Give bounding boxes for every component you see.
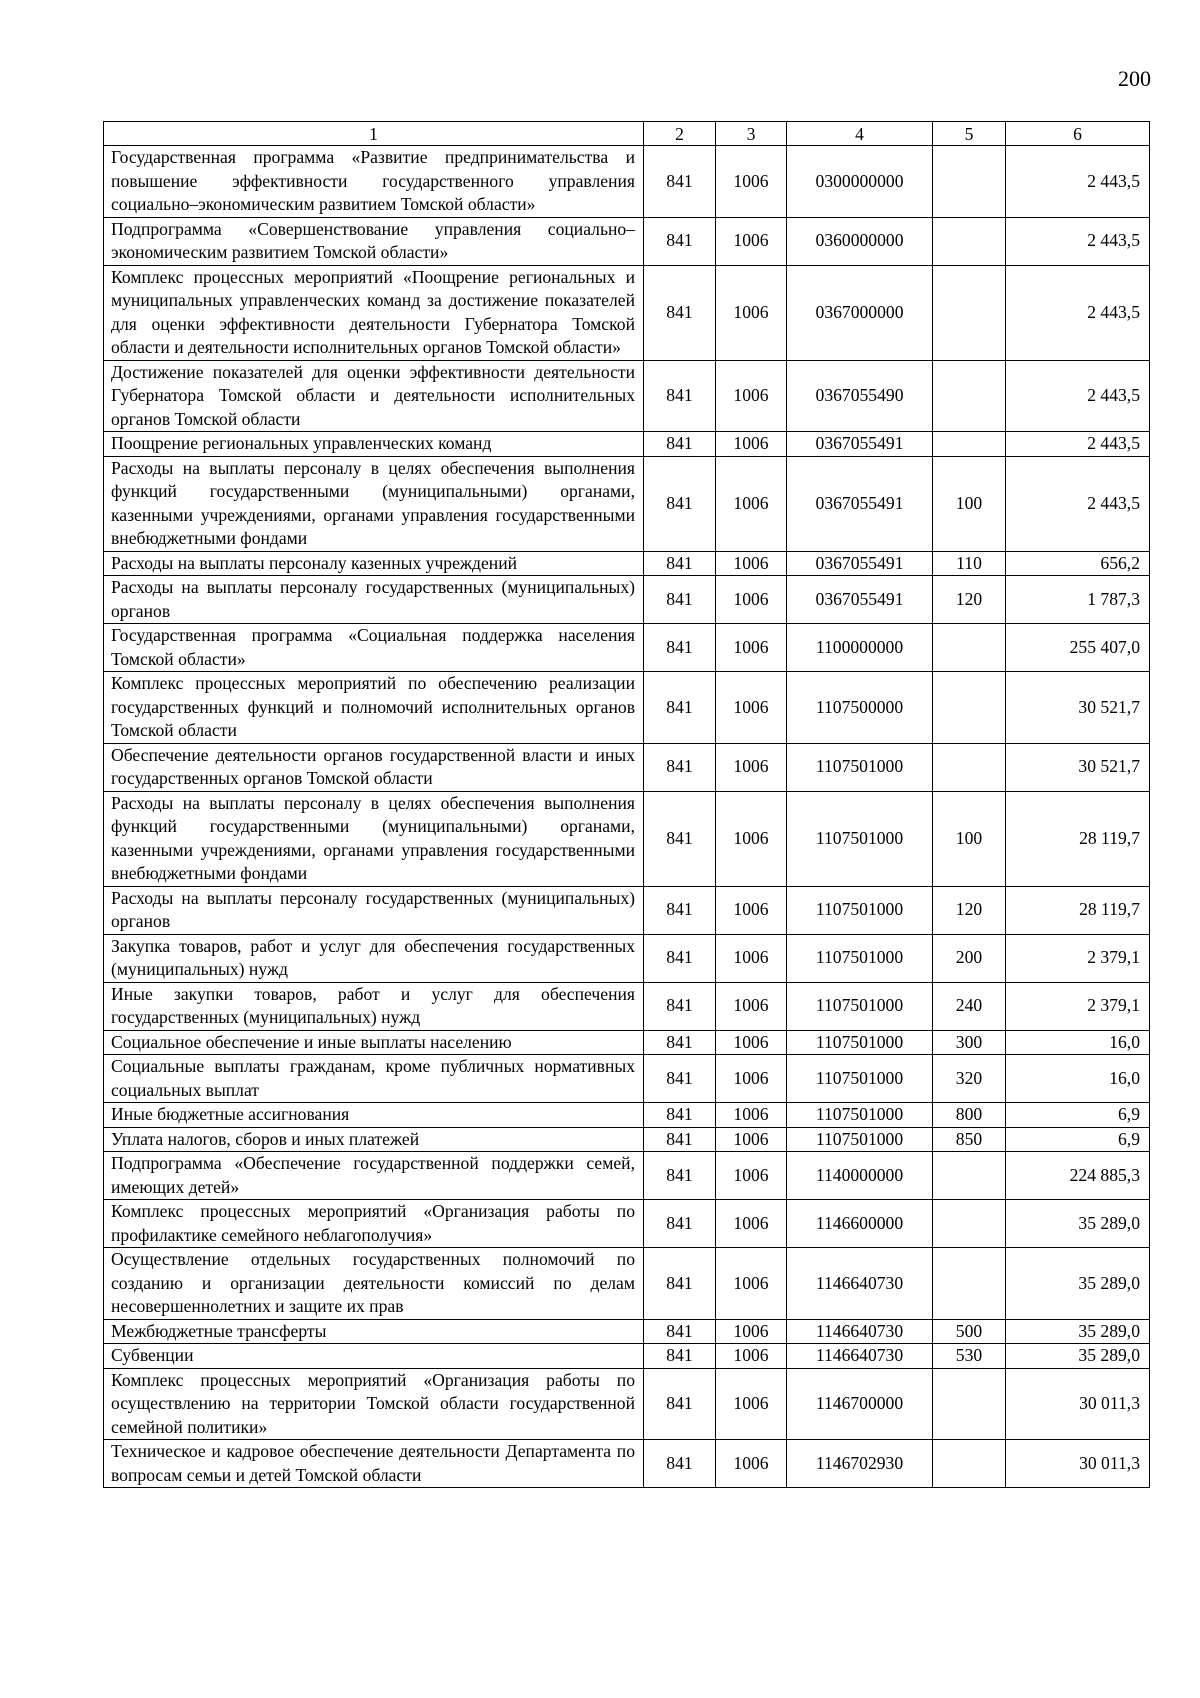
amount-cell: 1 787,3 — [1006, 576, 1150, 624]
target-code-cell: 0367055491 — [787, 432, 933, 457]
ved-code-cell: 841 — [644, 1319, 716, 1344]
target-code-cell: 1100000000 — [787, 624, 933, 672]
section-code-cell: 1006 — [716, 456, 787, 551]
row-name-cell: Расходы на выплаты персоналу в целях обеспечения выполнения функций государственными (муниципальными) органами, казенными учреждениями, органами управления государственными внебюджетными фондами — [104, 791, 644, 886]
expense-type-cell — [933, 624, 1006, 672]
table-row — [104, 456, 1150, 551]
amount-cell: 35 289,0 — [1006, 1248, 1150, 1320]
section-code-cell: 1006 — [716, 1030, 787, 1055]
header-cell-3: 3 — [716, 122, 787, 146]
amount-cell: 35 289,0 — [1006, 1319, 1150, 1344]
row-name-cell: Осуществление отдельных государственных полномочий по созданию и организации деятельности комиссий по делам несовершеннолетних и защите их прав — [104, 1248, 644, 1320]
ved-code-cell: 841 — [644, 672, 716, 744]
target-code-cell: 1107501000 — [787, 791, 933, 886]
section-code-cell: 1006 — [716, 1152, 787, 1200]
table-row — [104, 1319, 1150, 1344]
target-code-cell: 1107501000 — [787, 982, 933, 1030]
row-name-cell: Субвенции — [104, 1344, 644, 1369]
row-name-cell: Расходы на выплаты персоналу в целях обеспечения выполнения функций государственными (муниципальными) органами, казенными учреждениями, органами управления государственными внебюджетными фондами — [104, 456, 644, 551]
ved-code-cell: 841 — [644, 551, 716, 576]
section-code-cell: 1006 — [716, 1440, 787, 1488]
expense-type-cell: 100 — [933, 456, 1006, 551]
table-row — [104, 1248, 1150, 1320]
amount-cell: 28 119,7 — [1006, 886, 1150, 934]
expense-type-cell: 120 — [933, 886, 1006, 934]
expense-type-cell — [933, 265, 1006, 360]
row-name-cell: Поощрение региональных управленческих команд — [104, 432, 644, 457]
table-row — [104, 934, 1150, 982]
ved-code-cell: 841 — [644, 146, 716, 218]
amount-cell: 255 407,0 — [1006, 624, 1150, 672]
amount-cell: 2 443,5 — [1006, 360, 1150, 432]
table-row — [104, 1030, 1150, 1055]
target-code-cell: 1107501000 — [787, 1030, 933, 1055]
target-code-cell: 1146702930 — [787, 1440, 933, 1488]
expense-type-cell — [933, 1152, 1006, 1200]
budget-table — [103, 121, 1150, 1488]
expense-type-cell — [933, 432, 1006, 457]
section-code-cell: 1006 — [716, 360, 787, 432]
table-row — [104, 432, 1150, 457]
section-code-cell: 1006 — [716, 1200, 787, 1248]
section-code-cell: 1006 — [716, 432, 787, 457]
section-code-cell: 1006 — [716, 624, 787, 672]
ved-code-cell: 841 — [644, 1368, 716, 1440]
ved-code-cell: 841 — [644, 743, 716, 791]
ved-code-cell: 841 — [644, 791, 716, 886]
target-code-cell: 1146640730 — [787, 1319, 933, 1344]
header-cell-2: 2 — [644, 122, 716, 146]
amount-cell: 2 443,5 — [1006, 265, 1150, 360]
row-name-cell: Межбюджетные трансферты — [104, 1319, 644, 1344]
table-row — [104, 886, 1150, 934]
amount-cell: 30 521,7 — [1006, 743, 1150, 791]
table-row — [104, 1152, 1150, 1200]
section-code-cell: 1006 — [716, 1248, 787, 1320]
section-code-cell: 1006 — [716, 1368, 787, 1440]
amount-cell: 30 521,7 — [1006, 672, 1150, 744]
table-row — [104, 672, 1150, 744]
table-row — [104, 743, 1150, 791]
expense-type-cell — [933, 1368, 1006, 1440]
ved-code-cell: 841 — [644, 982, 716, 1030]
ved-code-cell: 841 — [644, 1103, 716, 1128]
table-row — [104, 1344, 1150, 1369]
expense-type-cell: 200 — [933, 934, 1006, 982]
ved-code-cell: 841 — [644, 576, 716, 624]
page-number: 200 — [1118, 66, 1151, 91]
amount-cell: 224 885,3 — [1006, 1152, 1150, 1200]
row-name-cell: Обеспечение деятельности органов государственной власти и иных государственных органов Томской области — [104, 743, 644, 791]
section-code-cell: 1006 — [716, 146, 787, 218]
header-row — [104, 122, 1150, 146]
section-code-cell: 1006 — [716, 982, 787, 1030]
table-row — [104, 982, 1150, 1030]
row-name-cell: Закупка товаров, работ и услуг для обеспечения государственных (муниципальных) нужд — [104, 934, 644, 982]
ved-code-cell: 841 — [644, 1030, 716, 1055]
section-code-cell: 1006 — [716, 576, 787, 624]
ved-code-cell: 841 — [644, 456, 716, 551]
row-name-cell: Комплекс процессных мероприятий «Организация работы по осуществлению на территории Томской области государственной семейной политики» — [104, 1368, 644, 1440]
row-name-cell: Иные бюджетные ассигнования — [104, 1103, 644, 1128]
section-code-cell: 1006 — [716, 1127, 787, 1152]
row-name-cell: Комплекс процессных мероприятий «Организация работы по профилактике семейного неблагополучия» — [104, 1200, 644, 1248]
ved-code-cell: 841 — [644, 1200, 716, 1248]
section-code-cell: 1006 — [716, 791, 787, 886]
amount-cell: 30 011,3 — [1006, 1368, 1150, 1440]
expense-type-cell — [933, 217, 1006, 265]
ved-code-cell: 841 — [644, 1127, 716, 1152]
ved-code-cell: 841 — [644, 265, 716, 360]
row-name-cell: Уплата налогов, сборов и иных платежей — [104, 1127, 644, 1152]
row-name-cell: Расходы на выплаты персоналу государственных (муниципальных) органов — [104, 886, 644, 934]
row-name-cell: Социальное обеспечение и иные выплаты населению — [104, 1030, 644, 1055]
expense-type-cell — [933, 1440, 1006, 1488]
target-code-cell: 1107501000 — [787, 743, 933, 791]
row-name-cell: Расходы на выплаты персоналу казенных учреждений — [104, 551, 644, 576]
amount-cell: 30 011,3 — [1006, 1440, 1150, 1488]
ved-code-cell: 841 — [644, 1344, 716, 1369]
target-code-cell: 0367000000 — [787, 265, 933, 360]
amount-cell: 16,0 — [1006, 1030, 1150, 1055]
header-cell-5: 5 — [933, 122, 1006, 146]
row-name-cell: Иные закупки товаров, работ и услуг для обеспечения государственных (муниципальных) нужд — [104, 982, 644, 1030]
section-code-cell: 1006 — [716, 743, 787, 791]
expense-type-cell: 530 — [933, 1344, 1006, 1369]
expense-type-cell: 850 — [933, 1127, 1006, 1152]
ved-code-cell: 841 — [644, 934, 716, 982]
target-code-cell: 0367055491 — [787, 551, 933, 576]
section-code-cell: 1006 — [716, 265, 787, 360]
amount-cell: 16,0 — [1006, 1055, 1150, 1103]
table-row — [104, 1368, 1150, 1440]
section-code-cell: 1006 — [716, 217, 787, 265]
target-code-cell: 1107501000 — [787, 886, 933, 934]
table-row — [104, 791, 1150, 886]
amount-cell: 2 443,5 — [1006, 432, 1150, 457]
table-row — [104, 1127, 1150, 1152]
expense-type-cell — [933, 1200, 1006, 1248]
amount-cell: 2 443,5 — [1006, 217, 1150, 265]
amount-cell: 656,2 — [1006, 551, 1150, 576]
amount-cell: 2 379,1 — [1006, 982, 1150, 1030]
table-row — [104, 1055, 1150, 1103]
expense-type-cell: 240 — [933, 982, 1006, 1030]
amount-cell: 6,9 — [1006, 1127, 1150, 1152]
row-name-cell: Комплекс процессных мероприятий «Поощрение региональных и муниципальных управленческих команд за достижение показателей для оценки эффективности деятельности Губернатора Томской области и деятельности исполнительных органов Томской области» — [104, 265, 644, 360]
amount-cell: 28 119,7 — [1006, 791, 1150, 886]
expense-type-cell — [933, 1248, 1006, 1320]
ved-code-cell: 841 — [644, 1055, 716, 1103]
amount-cell: 35 289,0 — [1006, 1200, 1150, 1248]
table-row — [104, 217, 1150, 265]
target-code-cell: 1107501000 — [787, 934, 933, 982]
target-code-cell: 0367055490 — [787, 360, 933, 432]
row-name-cell: Комплекс процессных мероприятий по обеспечению реализации государственных функций и полномочий исполнительных органов Томской области — [104, 672, 644, 744]
amount-cell: 2 379,1 — [1006, 934, 1150, 982]
header-cell-6: 6 — [1006, 122, 1150, 146]
ved-code-cell: 841 — [644, 360, 716, 432]
target-code-cell: 0300000000 — [787, 146, 933, 218]
row-name-cell: Подпрограмма «Совершенствование управления социально–экономическим развитием Томской области» — [104, 217, 644, 265]
amount-cell: 2 443,5 — [1006, 146, 1150, 218]
amount-cell: 6,9 — [1006, 1103, 1150, 1128]
header-cell-4: 4 — [787, 122, 933, 146]
target-code-cell: 1107500000 — [787, 672, 933, 744]
target-code-cell: 1146640730 — [787, 1248, 933, 1320]
ved-code-cell: 841 — [644, 432, 716, 457]
section-code-cell: 1006 — [716, 672, 787, 744]
section-code-cell: 1006 — [716, 934, 787, 982]
section-code-cell: 1006 — [716, 1103, 787, 1128]
table-row — [104, 624, 1150, 672]
table-row — [104, 360, 1150, 432]
table-row — [104, 146, 1150, 218]
section-code-cell: 1006 — [716, 1319, 787, 1344]
target-code-cell: 0367055491 — [787, 576, 933, 624]
row-name-cell: Расходы на выплаты персоналу государственных (муниципальных) органов — [104, 576, 644, 624]
expense-type-cell: 100 — [933, 791, 1006, 886]
amount-cell: 2 443,5 — [1006, 456, 1150, 551]
expense-type-cell — [933, 360, 1006, 432]
row-name-cell: Достижение показателей для оценки эффективности деятельности Губернатора Томской области и деятельности исполнительных органов Томской области — [104, 360, 644, 432]
table-row — [104, 1200, 1150, 1248]
expense-type-cell — [933, 743, 1006, 791]
table-row — [104, 576, 1150, 624]
target-code-cell: 0360000000 — [787, 217, 933, 265]
ved-code-cell: 841 — [644, 1248, 716, 1320]
expense-type-cell: 320 — [933, 1055, 1006, 1103]
target-code-cell: 1107501000 — [787, 1055, 933, 1103]
section-code-cell: 1006 — [716, 1344, 787, 1369]
expense-type-cell: 110 — [933, 551, 1006, 576]
amount-cell: 35 289,0 — [1006, 1344, 1150, 1369]
ved-code-cell: 841 — [644, 1440, 716, 1488]
row-name-cell: Государственная программа «Социальная поддержка населения Томской области» — [104, 624, 644, 672]
header-cell-1: 1 — [104, 122, 644, 146]
ved-code-cell: 841 — [644, 624, 716, 672]
section-code-cell: 1006 — [716, 886, 787, 934]
target-code-cell: 1107501000 — [787, 1127, 933, 1152]
table-body — [104, 122, 1150, 1488]
target-code-cell: 1107501000 — [787, 1103, 933, 1128]
row-name-cell: Подпрограмма «Обеспечение государственной поддержки семей, имеющих детей» — [104, 1152, 644, 1200]
target-code-cell: 1140000000 — [787, 1152, 933, 1200]
target-code-cell: 1146640730 — [787, 1344, 933, 1369]
table-row — [104, 551, 1150, 576]
expense-type-cell — [933, 146, 1006, 218]
expense-type-cell: 300 — [933, 1030, 1006, 1055]
row-name-cell: Техническое и кадровое обеспечение деятельности Департамента по вопросам семьи и детей Томской области — [104, 1440, 644, 1488]
expense-type-cell: 120 — [933, 576, 1006, 624]
expense-type-cell — [933, 672, 1006, 744]
row-name-cell: Социальные выплаты гражданам, кроме публичных нормативных социальных выплат — [104, 1055, 644, 1103]
table-row — [104, 1440, 1150, 1488]
row-name-cell: Государственная программа «Развитие предпринимательства и повышение эффективности государственного управления социально–экономическим развитием Томской области» — [104, 146, 644, 218]
section-code-cell: 1006 — [716, 551, 787, 576]
ved-code-cell: 841 — [644, 886, 716, 934]
target-code-cell: 1146700000 — [787, 1368, 933, 1440]
target-code-cell: 0367055491 — [787, 456, 933, 551]
table-row — [104, 265, 1150, 360]
expense-type-cell: 500 — [933, 1319, 1006, 1344]
target-code-cell: 1146600000 — [787, 1200, 933, 1248]
ved-code-cell: 841 — [644, 217, 716, 265]
table-row — [104, 1103, 1150, 1128]
section-code-cell: 1006 — [716, 1055, 787, 1103]
ved-code-cell: 841 — [644, 1152, 716, 1200]
expense-type-cell: 800 — [933, 1103, 1006, 1128]
